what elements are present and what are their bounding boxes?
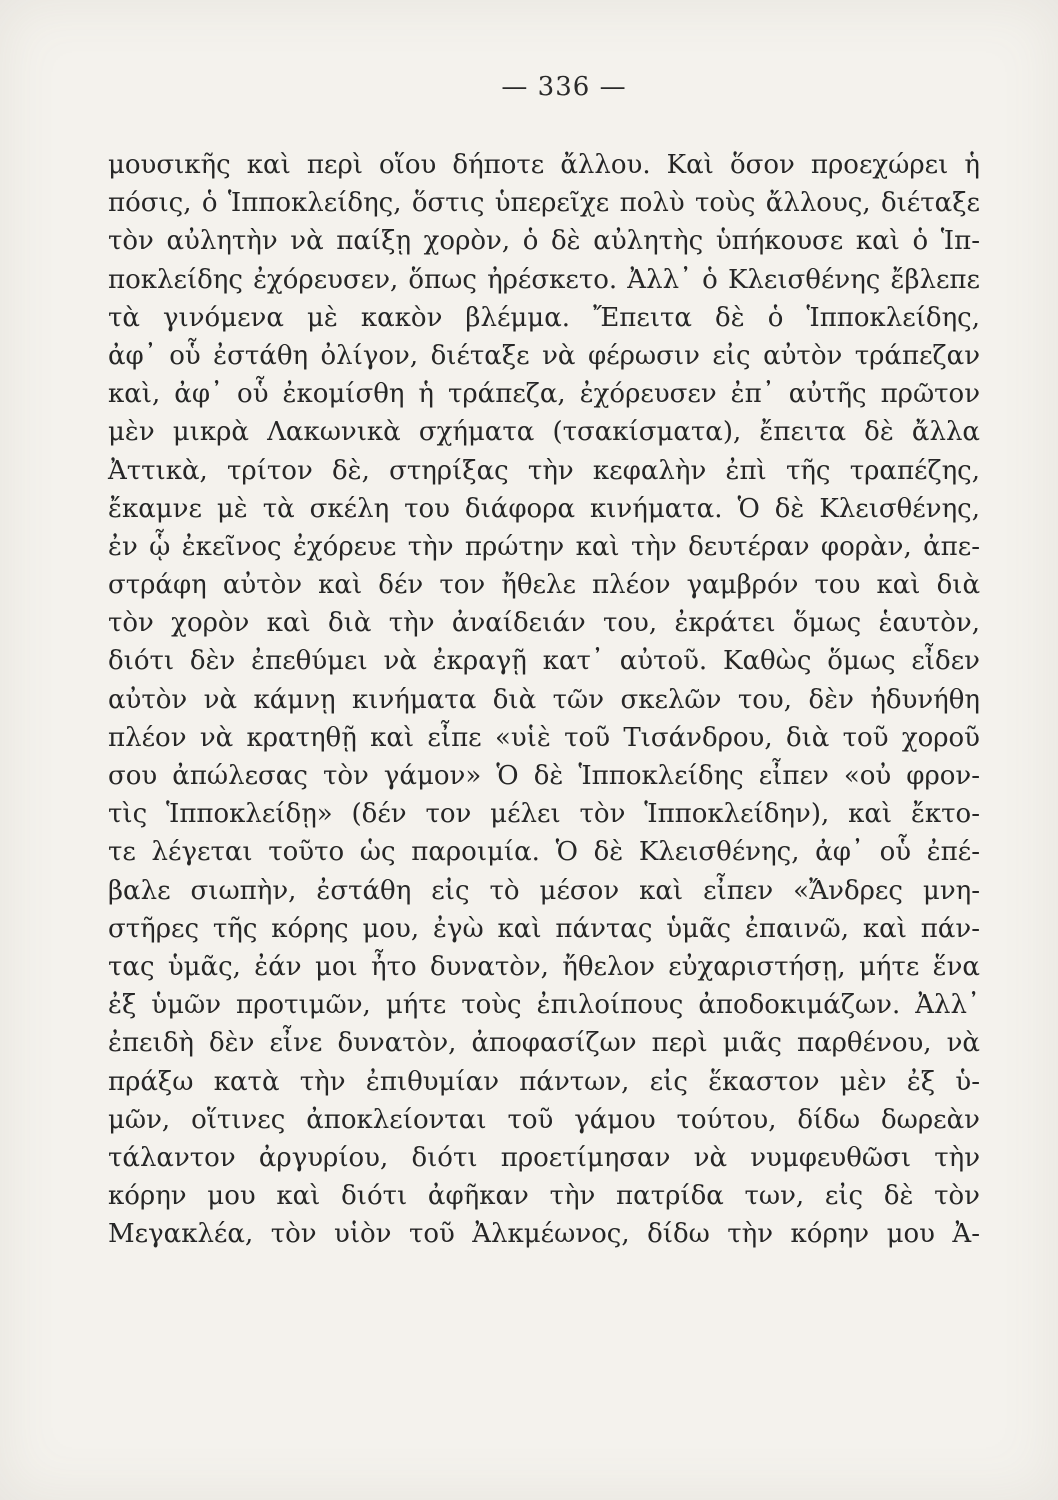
text-line: κόρην μου καὶ διότι ἀφῆκαν τὴν πατρίδα των, εἰς δὲ τὸν — [108, 1181, 980, 1212]
text-line: ἐν ᾧ ἐκεῖνος ἐχόρευε τὴν πρώτην καὶ τὴν δευτέραν φορὰν, ἀπε- — [108, 531, 980, 562]
text-line: τας ὑμᾶς, ἐάν μοι ἦτο δυνατὸν, ἤθελον εὐχαριστήσῃ, μήτε ἕνα — [108, 951, 980, 982]
text-line: διότι δὲν ἐπεθύμει νὰ ἐκραγῇ κατ᾽ αὐτοῦ. Καθὼς ὅμως εἶδεν — [108, 646, 980, 677]
text-line: σου ἀπώλεσας τὸν γάμον» Ὁ δὲ Ἱπποκλείδης εἶπεν «οὐ φρον- — [108, 761, 980, 791]
text-line: τὸν αὐλητὴν νὰ παίξῃ χορὸν, ὁ δὲ αὐλητὴς ὑπήκουσε καὶ ὁ Ἱπ- — [108, 226, 980, 257]
text-line: ἔκαμνε μὲ τὰ σκέλη του διάφορα κινήματα. Ὁ δὲ Κλεισθένης, — [108, 493, 980, 524]
text-line: τὶς Ἱπποκλείδῃ» (δέν τον μέλει τὸν Ἱπποκλείδην), καὶ ἔκτο- — [108, 799, 980, 830]
text-line: τὸν χορὸν καὶ διὰ τὴν ἀναίδειάν του, ἐκράτει ὅμως ἑαυτὸν, — [108, 608, 980, 639]
text-line: βαλε σιωπὴν, ἐστάθη εἰς τὸ μέσον καὶ εἶπεν «Ἄνδρες μνη- — [108, 875, 980, 906]
text-line: μουσικῆς καὶ περὶ οἵου δήποτε ἄλλου. Καὶ ὅσον προεχώρει ἡ — [108, 150, 980, 180]
text-line: ποκλείδης ἐχόρευσεν, ὅπως ἠρέσκετο. Ἀλλ᾽ ὁ Κλεισθένης ἔβλεπε — [108, 264, 980, 295]
text-line: τὰ γινόμενα μὲ κακὸν βλέμμα. Ἔπειτα δὲ ὁ Ἱπποκλείδης, — [108, 302, 980, 333]
text-line: ἐξ ὑμῶν προτιμῶν, μήτε τοὺς ἐπιλοίπους ἀποδοκιμάζων. Ἀλλ᾽ — [108, 990, 980, 1021]
text-line: ἐπειδὴ δὲν εἶνε δυνατὸν, ἀποφασίζων περὶ μιᾶς παρθένου, νὰ — [108, 1028, 980, 1059]
text-line: Μεγακλέα, τὸν υἱὸν τοῦ Ἀλκμέωνος, δίδω τὴν κόρην μου Ἀ- — [108, 1219, 980, 1250]
text-line: στράφη αὐτὸν καὶ δέν τον ἤθελε πλέον γαμβρόν του καὶ διὰ — [108, 570, 980, 601]
text-line: πόσις, ὁ Ἱπποκλείδης, ὅστις ὑπερεῖχε πολὺ τοὺς ἄλλους, διέταξε — [108, 188, 980, 219]
text-line: καὶ, ἀφ᾽ οὗ ἐκομίσθη ἡ τράπεζα, ἐχόρευσεν ἐπ᾽ αὐτῆς πρῶτον — [108, 379, 980, 410]
text-line: τε λέγεται τοῦτο ὡς παροιμία. Ὁ δὲ Κλεισθένης, ἀφ᾽ οὗ ἐπέ- — [108, 837, 980, 868]
body-text — [108, 146, 980, 1253]
text-line: τάλαντον ἀργυρίου, διότι προετίμησαν νὰ νυμφευθῶσι τὴν — [108, 1142, 980, 1173]
text-line: Ἀττικὰ, τρίτον δὲ, στηρίξας τὴν κεφαλὴν ἐπὶ τῆς τραπέζης, — [108, 455, 980, 486]
text-line: μῶν, οἵτινες ἀποκλείονται τοῦ γάμου τούτου, δίδω δωρεὰν — [108, 1104, 980, 1135]
text-line: μὲν μικρὰ Λακωνικὰ σχήματα (τσακίσματα), ἔπειτα δὲ ἄλλα — [108, 417, 980, 448]
page-number: — 336 — — [501, 72, 627, 102]
text-line: αὐτὸν νὰ κάμνῃ κινήματα διὰ τῶν σκελῶν του, δὲν ἠδυνήθη — [108, 684, 980, 715]
text-line: ἀφ᾽ οὗ ἐστάθη ὀλίγον, διέταξε νὰ φέρωσιν εἰς αὐτὸν τράπεζαν — [108, 340, 980, 371]
text-line: πλέον νὰ κρατηθῇ καὶ εἶπε «υἱὲ τοῦ Τισάνδρου, διὰ τοῦ χοροῦ — [108, 722, 980, 753]
text-line: πράξω κατὰ τὴν ἐπιθυμίαν πάντων, εἰς ἕκαστον μὲν ἐξ ὑ- — [108, 1066, 980, 1097]
text-line: στῆρες τῆς κόρης μου, ἐγὼ καὶ πάντας ὑμᾶς ἐπαινῶ, καὶ πάν- — [108, 913, 980, 944]
